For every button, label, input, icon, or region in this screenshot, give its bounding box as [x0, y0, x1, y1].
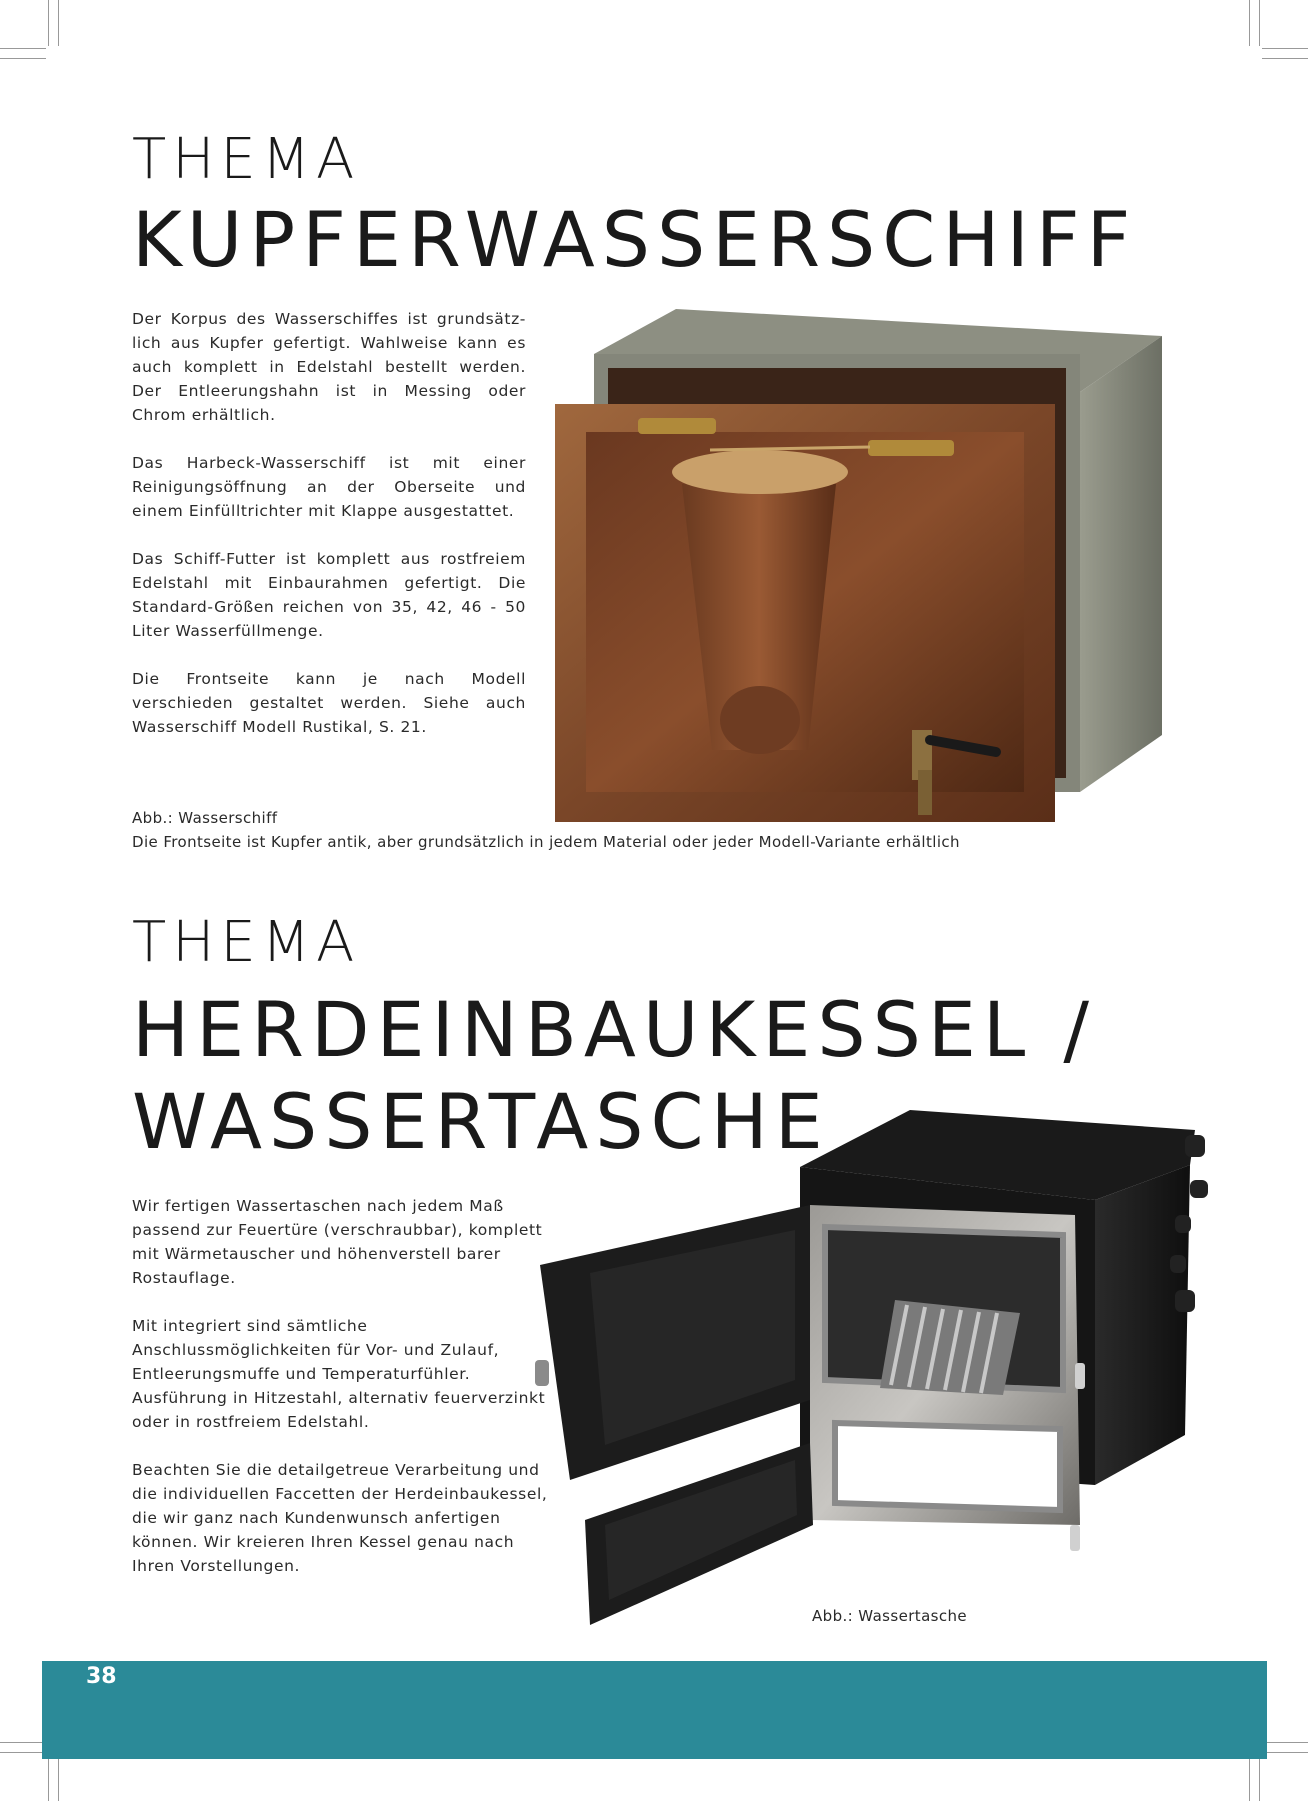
section2-title-line2: WASSERTASCHE	[132, 1077, 830, 1166]
section2-body	[132, 1194, 552, 1602]
section1-kicker: THEMA	[132, 127, 361, 192]
crop-mark	[48, 0, 49, 46]
crop-mark	[0, 1742, 46, 1743]
crop-mark	[1262, 58, 1308, 59]
section2-paragraph: Beachten Sie die detailgetreue Verarbeitung und die individuellen Faccetten der Herdeinbaukessel, die wir ganz nach Kundenwunsch anfertigen können. Wir kreieren Ihren Kessel genau nach Ihren Vorstellungen.	[132, 1461, 548, 1575]
crop-mark	[1262, 1752, 1308, 1753]
section1-caption	[132, 806, 960, 854]
crop-mark	[0, 1752, 46, 1753]
crop-mark	[48, 1755, 49, 1801]
crop-mark	[58, 1755, 59, 1801]
section2-title-line1: HERDEINBAUKESSEL /	[132, 985, 1097, 1074]
section1-caption-title: Abb.: Wasserschiff	[132, 809, 278, 827]
section1-body	[132, 307, 526, 763]
section1-paragraph: Das Harbeck-Wasserschiff ist mit einer Reinigungsöffnung an der Oberseite und einem Einfülltrichter mit Klappe ausgestattet.	[132, 454, 526, 520]
crop-mark	[1262, 1742, 1308, 1743]
crop-mark	[58, 0, 59, 46]
section1-paragraph: Die Frontseite kann je nach Modell verschieden gestaltet werden. Siehe auch Wasserschiff Modell Rustikal, S. 21.	[132, 670, 526, 736]
page-number: 38	[86, 1664, 117, 1689]
crop-mark	[1259, 0, 1260, 46]
section2-caption: Abb.: Wassertasche	[812, 1607, 968, 1625]
crop-mark	[1262, 48, 1308, 49]
section2-kicker: THEMA	[132, 910, 361, 975]
crop-mark	[1249, 1755, 1250, 1801]
wasserschiff-image	[550, 300, 1170, 830]
crop-mark	[1249, 0, 1250, 46]
section1-paragraph: Das Schiff-Futter ist komplett aus rostfreiem Edelstahl mit Einbaurahmen gefertigt. Die Standard-Größen reichen von 35, 42, 46 - 50 Liter Wasserfüllmenge.	[132, 550, 526, 640]
section1-title: KUPFERWASSERSCHIFF	[132, 195, 1138, 284]
footer-bar	[42, 1661, 1267, 1759]
section2-paragraph: Wir fertigen Wassertaschen nach jedem Maß passend zur Feuertüre (verschraubbar), komplett mit Wärmetauscher und höhenverstell barer Rostauflage.	[132, 1197, 543, 1287]
section1-caption-text: Die Frontseite ist Kupfer antik, aber grundsätzlich in jedem Material oder jeder Modell-Variante erhältlich	[132, 833, 960, 851]
section2-paragraph: Mit integriert sind sämtliche Anschlussmöglichkeiten für Vor- und Zulauf, Entleerungsmuffe und Temperaturfühler. Ausführung in Hitzestahl, alternativ feuerverzinkt oder in rostfreiem Edelstahl.	[132, 1317, 546, 1431]
crop-mark	[0, 58, 46, 59]
wassertasche-image	[535, 1105, 1225, 1630]
crop-mark	[1259, 1755, 1260, 1801]
crop-mark	[0, 48, 46, 49]
section1-paragraph: Der Korpus des Wasserschiffes ist grundsätz-lich aus Kupfer gefertigt. Wahlweise kann es auch komplett in Edelstahl bestellt werden. Der Entleerungshahn ist in Messing oder Chrom erhältlich.	[132, 310, 526, 424]
